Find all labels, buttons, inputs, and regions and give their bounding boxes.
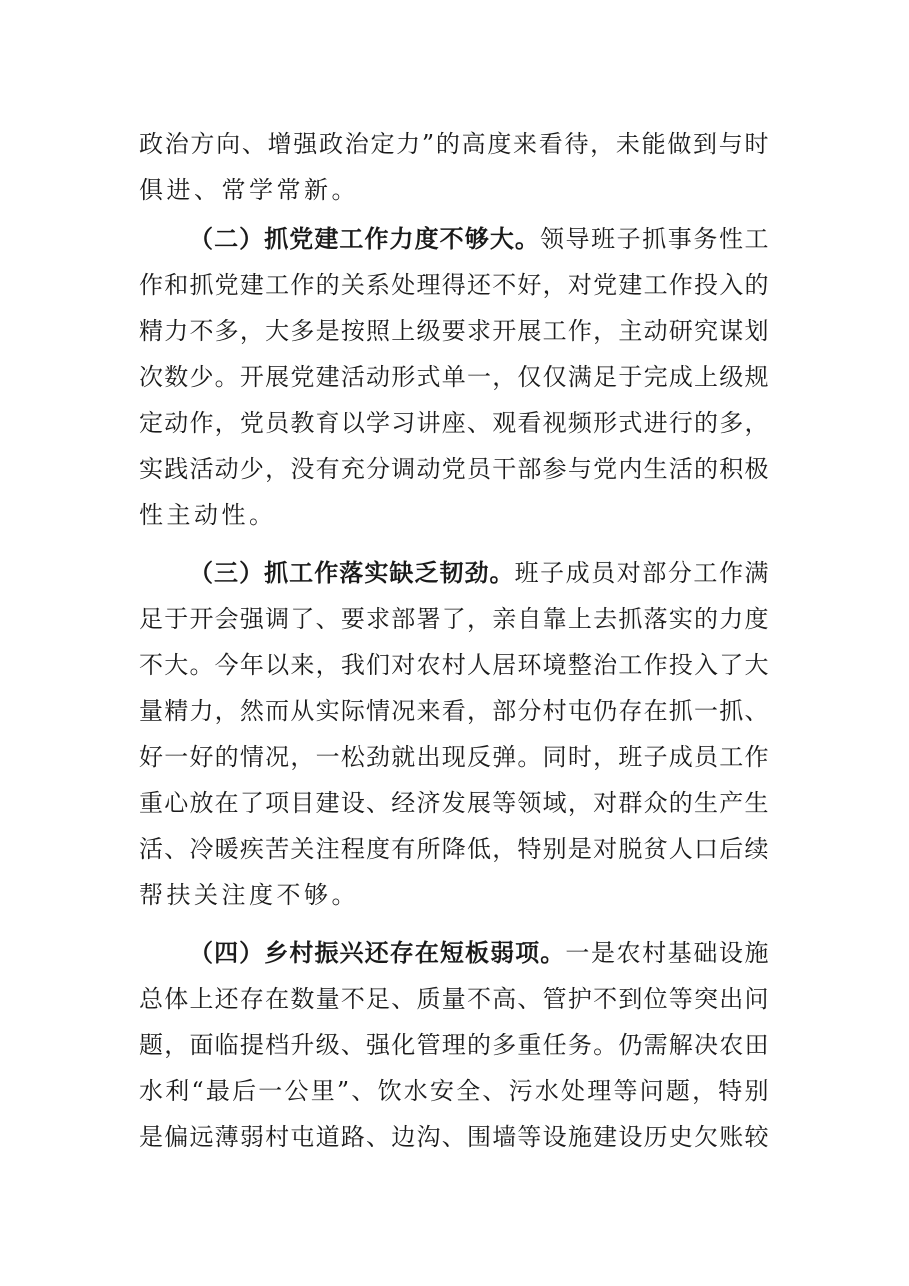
paragraph-3-first-line xyxy=(189,550,769,596)
paragraph-2-line-7: 性主动性。 xyxy=(139,501,277,529)
paragraph-2-first-line-text: 领导班子抓事务性工 xyxy=(539,225,770,253)
paragraph-3-line-2: 足于开会强调了、要求部署了，亲自靠上去抓落实的力度 xyxy=(139,605,769,633)
paragraph-2-line-5: 定动作，党员教育以学习讲座、观看视频形式进行的多， xyxy=(139,409,769,437)
paragraph-2-line-6: 实践活动少，没有充分调动党员干部参与党内生活的积极 xyxy=(139,455,769,483)
paragraph-2-line-4: 次数少。开展党建活动形式单一，仅仅满足于完成上级规 xyxy=(139,363,769,391)
paragraph-4-heading: （四）乡村振兴还存在短板弱项。 xyxy=(189,939,566,967)
paragraph-3-heading: （三）抓工作落实缺乏韧劲。 xyxy=(189,559,515,587)
paragraph-4-line-5: 是偏远薄弱村屯道路、边沟、围墙等设施建设历史欠账较 xyxy=(139,1123,769,1151)
paragraph-2-line-2: 作和抓党建工作的关系处理得还不好，对党建工作投入的 xyxy=(139,271,769,299)
paragraph-3-line-7: 活、冷暖疾苦关注程度有所降低，特别是对脱贫人口后续 xyxy=(139,835,769,863)
paragraph-4-first-line xyxy=(189,930,769,976)
paragraph-3-first-line-text: 班子成员对部分工作满 xyxy=(514,559,770,587)
paragraph-1-line-2: 俱进、常学常新。 xyxy=(139,176,359,204)
paragraph-3-line-4: 量精力，然而从实际情况来看，部分村屯仍存在抓一抓、 xyxy=(139,697,769,725)
paragraph-1-line-1: 政治方向、增强政治定力”的高度来看待，未能做到与时 xyxy=(139,130,769,158)
paragraph-2-first-line xyxy=(189,216,769,262)
paragraph-2-heading: （二）抓党建工作力度不够大。 xyxy=(189,225,540,253)
paragraph-2-line-3: 精力不多，大多是按照上级要求开展工作，主动研究谋划 xyxy=(139,317,769,345)
paragraph-4-line-4: 水利“最后一公里”、饮水安全、污水处理等问题，特别 xyxy=(139,1077,769,1105)
paragraph-3-line-6: 重心放在了项目建设、经济发展等领域，对群众的生产生 xyxy=(139,789,769,817)
paragraph-3-line-5: 好一好的情况，一松劲就出现反弹。同时，班子成员工作 xyxy=(139,743,769,771)
paragraph-4-first-line-text: 一是农村基础设施 xyxy=(565,939,770,967)
paragraph-3-line-3: 不大。今年以来，我们对农村人居环境整治工作投入了大 xyxy=(139,651,769,679)
paragraph-4-line-3: 题，面临提档升级、强化管理的多重任务。仍需解决农田 xyxy=(139,1031,769,1059)
paragraph-3-line-8: 帮扶关注度不够。 xyxy=(139,881,359,909)
paragraph-4-line-2: 总体上还存在数量不足、质量不高、管护不到位等突出问 xyxy=(139,985,769,1013)
